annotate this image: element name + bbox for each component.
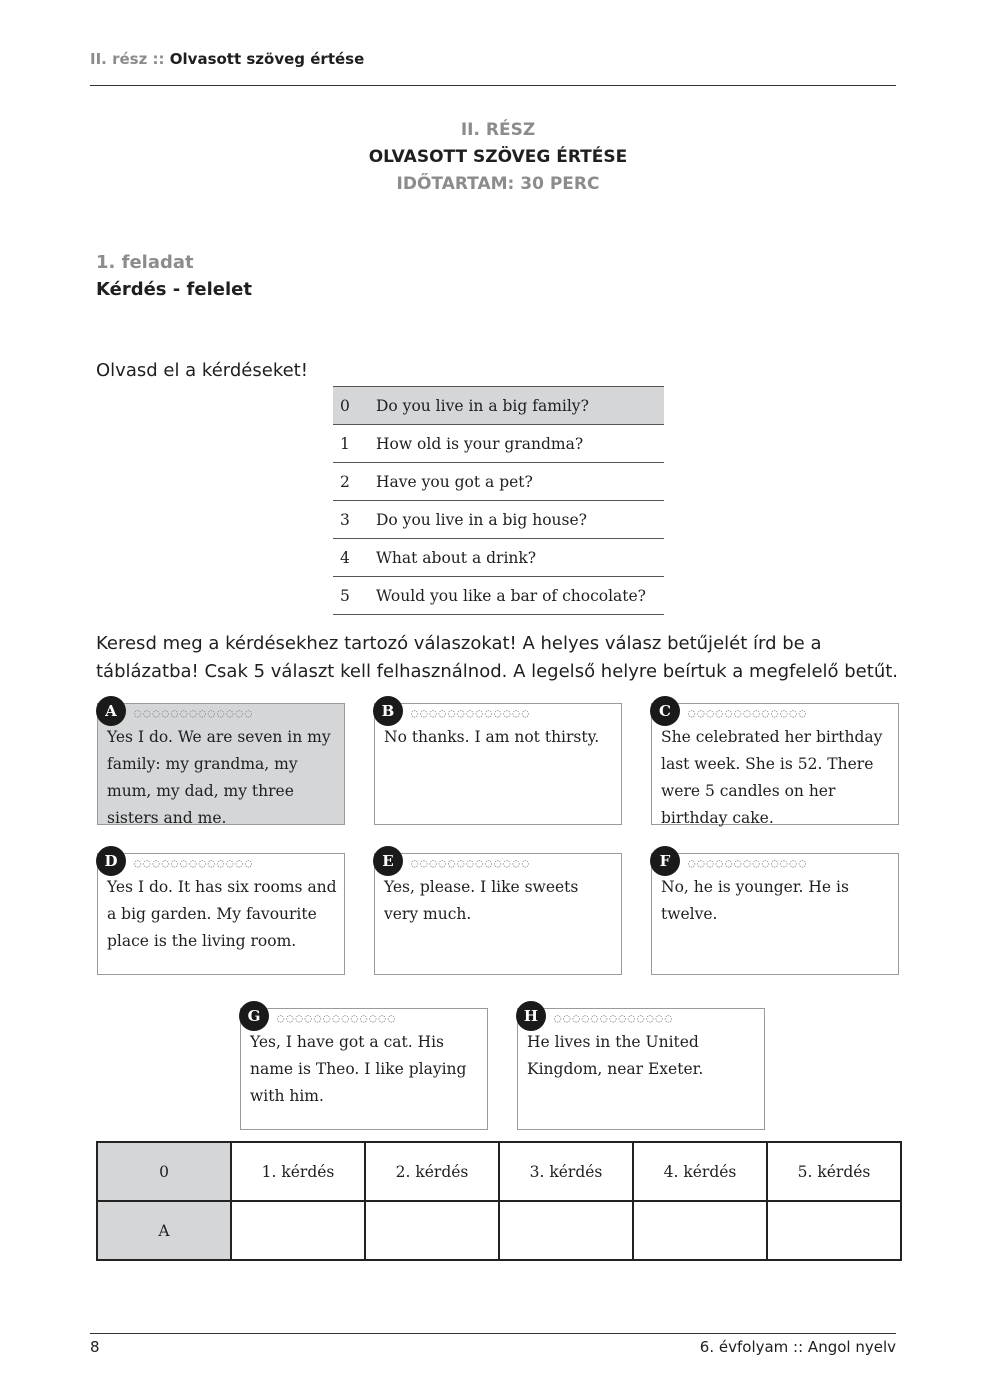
footer-label: 6. évfolyam :: Angol nyelv — [699, 1338, 896, 1356]
question-row — [333, 463, 664, 501]
question-row — [333, 539, 664, 577]
header-separator: :: — [152, 50, 165, 68]
answer-card-c — [651, 703, 899, 825]
answer-card-g — [240, 1008, 488, 1130]
answer-header-cell: 2. kérdés — [365, 1142, 499, 1201]
card-letter-badge: F — [650, 846, 680, 876]
spiral-holes: ◌◌◌◌◌◌◌◌◌◌◌◌◌ — [411, 856, 531, 870]
card-text: He lives in the United Kingdom, near Exeter. — [527, 1033, 704, 1078]
spiral-holes: ◌◌◌◌◌◌◌◌◌◌◌◌◌ — [688, 856, 808, 870]
answer-table — [96, 1141, 902, 1261]
card-text: Yes, I have got a cat. His name is Theo. I like playing with him. — [250, 1033, 467, 1105]
header-section: II. rész — [90, 50, 148, 68]
spiral-holes: ◌◌◌◌◌◌◌◌◌◌◌◌◌ — [277, 1011, 397, 1025]
answer-header-cell: 3. kérdés — [499, 1142, 633, 1201]
card-text: Yes, please. I like sweets very much. — [384, 878, 579, 923]
task-title: Kérdés - felelet — [96, 279, 252, 300]
question-text: Have you got a pet? — [376, 472, 533, 491]
answer-cell[interactable] — [365, 1201, 499, 1260]
question-number: 5 — [340, 586, 350, 605]
answer-card-a — [97, 703, 345, 825]
question-row — [333, 501, 664, 539]
card-letter-badge: E — [373, 846, 403, 876]
duration-heading: IDŐTARTAM: 30 PERC — [396, 174, 600, 194]
question-number: 1 — [340, 434, 350, 453]
card-letter-badge: D — [96, 846, 126, 876]
card-letter-badge: B — [373, 696, 403, 726]
answer-header-cell: 4. kérdés — [633, 1142, 767, 1201]
question-number: 0 — [340, 396, 350, 415]
card-letter-badge: G — [239, 1001, 269, 1031]
answer-cell[interactable] — [499, 1201, 633, 1260]
part-heading: II. RÉSZ — [460, 120, 536, 140]
header-rule — [90, 85, 896, 86]
card-text: Yes I do. It has six rooms and a big garden. My favourite place is the living room. — [107, 878, 337, 950]
header-title: Olvasott szöveg értése — [169, 50, 365, 68]
card-letter-badge: A — [96, 696, 126, 726]
spiral-holes: ◌◌◌◌◌◌◌◌◌◌◌◌◌ — [411, 706, 531, 720]
question-number: 4 — [340, 548, 350, 567]
card-text: No, he is younger. He is twelve. — [661, 878, 849, 923]
answer-card-e — [374, 853, 622, 975]
spiral-holes: ◌◌◌◌◌◌◌◌◌◌◌◌◌ — [134, 706, 254, 720]
card-text: Yes I do. We are seven in my family: my grandma, my mum, my dad, my three sisters and me. — [107, 728, 331, 827]
question-text: Would you like a bar of chocolate? — [376, 586, 646, 605]
card-text: No thanks. I am not thirsty. — [384, 728, 600, 746]
part-name: OLVASOTT SZÖVEG ÉRTÉSE — [368, 147, 628, 167]
page-number: 8 — [90, 1338, 100, 1356]
question-text: How old is your grandma? — [376, 434, 584, 453]
answer-cell[interactable] — [231, 1201, 365, 1260]
questions-table — [333, 386, 664, 615]
answer-header-cell: 1. kérdés — [231, 1142, 365, 1201]
footer-rule — [90, 1333, 896, 1334]
spiral-holes: ◌◌◌◌◌◌◌◌◌◌◌◌◌ — [554, 1011, 674, 1025]
spiral-holes: ◌◌◌◌◌◌◌◌◌◌◌◌◌ — [134, 856, 254, 870]
answer-cell[interactable] — [633, 1201, 767, 1260]
answer-header-cell: 0 — [97, 1142, 231, 1201]
answer-header-cell: 5. kérdés — [767, 1142, 901, 1201]
running-header — [90, 50, 364, 68]
question-row — [333, 387, 664, 425]
instruction-match: Keresd meg a kérdésekhez tartozó válaszokat! A helyes válasz betűjelét írd be a táblázatba! Csak 5 választ kell felhasználnod. A legelső helyre beírtuk a megfelelő betűt. — [96, 633, 899, 682]
question-text: Do you live in a big house? — [376, 510, 587, 529]
answer-table-answer-row — [97, 1201, 901, 1260]
question-row — [333, 577, 664, 615]
task-number: 1. feladat — [96, 252, 194, 273]
question-number: 2 — [340, 472, 350, 491]
question-row — [333, 425, 664, 463]
spiral-holes: ◌◌◌◌◌◌◌◌◌◌◌◌◌ — [688, 706, 808, 720]
title-block — [0, 117, 996, 198]
instruction-read: Olvasd el a kérdéseket! — [96, 360, 308, 381]
answer-card-d — [97, 853, 345, 975]
answer-card-h — [517, 1008, 765, 1130]
card-text: She celebrated her birthday last week. She is 52. There were 5 candles on her birthday cake. — [661, 728, 883, 827]
answer-card-f — [651, 853, 899, 975]
question-number: 3 — [340, 510, 350, 529]
answer-table-header-row — [97, 1142, 901, 1201]
answer-cell-example: A — [97, 1201, 231, 1260]
question-text: Do you live in a big family? — [376, 396, 589, 415]
question-text: What about a drink? — [376, 548, 537, 567]
answer-cell[interactable] — [767, 1201, 901, 1260]
answer-card-b — [374, 703, 622, 825]
card-letter-badge: C — [650, 696, 680, 726]
card-letter-badge: H — [516, 1001, 546, 1031]
